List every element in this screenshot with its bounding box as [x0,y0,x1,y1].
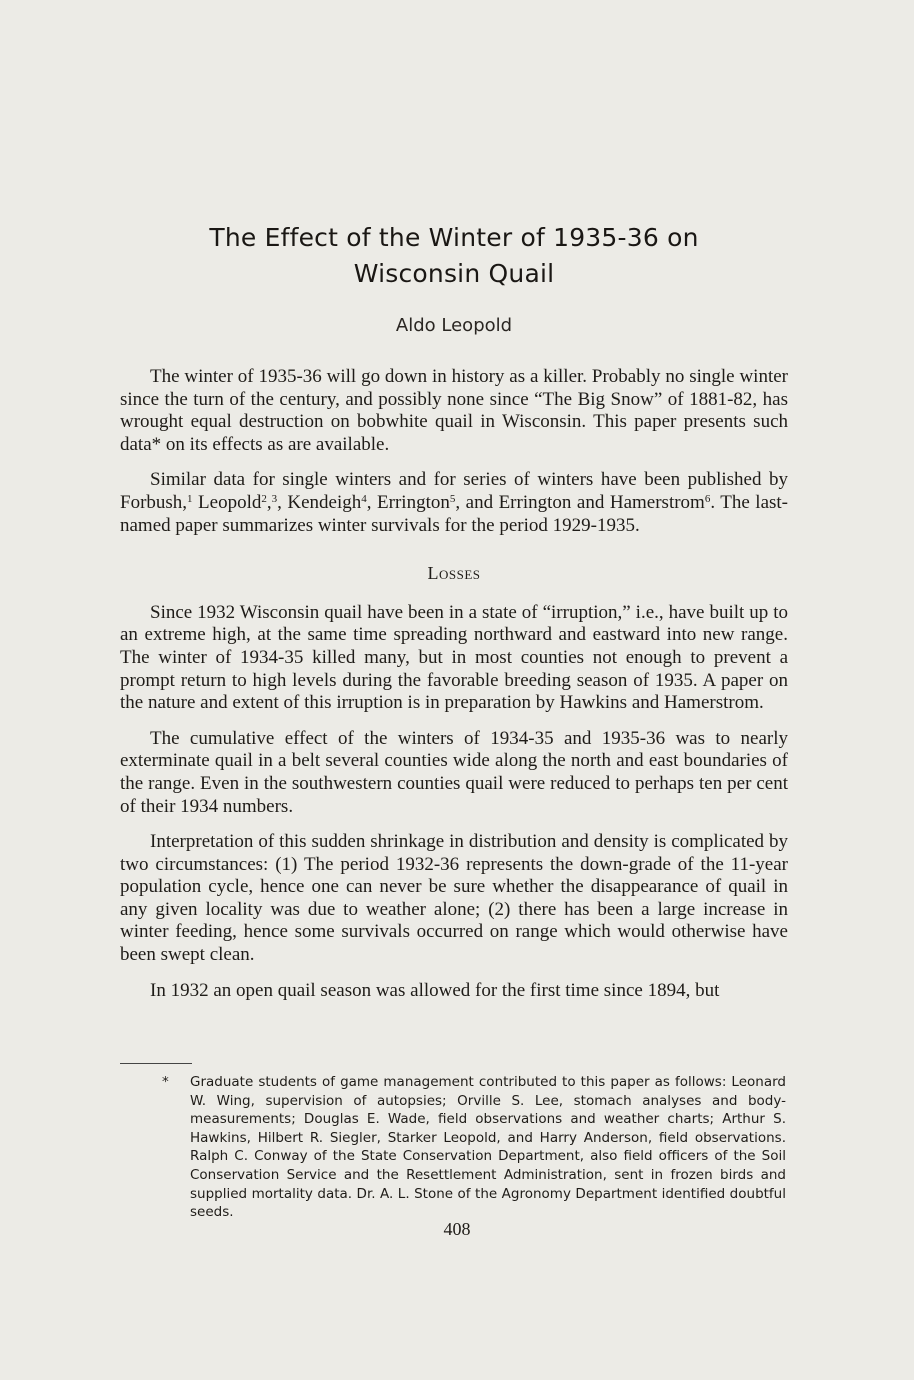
footnote [162,1073,786,1222]
p2-text-d: , Kendeigh [277,491,362,513]
footnote-text: Graduate students of game management contributed to this paper as follows: Leonard W. Wing, supervision of autopsies; Orville S. Lee, stomach analyses and body-measurements; Douglas E. Wade, field observations and weather charts; Arthur S. Hawkins, Hilbert R. Siegler, Starker Leopold, and Harry Anderson, field observations. Ralph C. Conway of the State Conservation Department, also field officers of the Soil Conservation Service and the Resettlement Administration, sent in frozen birds and supplied mortality data. Dr. A. L. Stone of the Agronomy Department identified doubtful seeds. [190,1074,786,1221]
title-line-2: Wisconsin Quail [353,259,555,288]
paragraph-4: The cumulative effect of the winters of 1934-35 and 1935-36 was to nearly exterminate quail in a belt several counties wide along the north and east boundaries of the range. Even in the southwestern counties quail were reduced to perhaps ten per cent of their 1934 numbers. [120,727,788,817]
reference-6: 6 [704,492,711,505]
paragraph-5: Interpretation of this sudden shrinkage in distribution and density is complicated by two circumstances: (1) The period 1932-36 represents the down-grade of the 11-year population cycle, hence one can never be sure whether the disappearance of quail in any given locality was due to weather alone; (2) there has been a large increase in winter feeding, hence some survivals occurred on range which would otherwise have been swept clean. [120,831,788,966]
footnote-marker: * [162,1074,169,1090]
reference-4: 4 [361,492,367,505]
p2-text-b: Leopold [192,491,262,513]
reference-3: 3 [271,492,278,505]
reference-5: 5 [449,492,456,505]
p2-text-e: , Errington [366,491,450,513]
paragraph-2 [120,469,788,537]
reference-1: 1 [187,492,193,505]
p2-text-f: , and Errington and Hamerstrom [455,491,705,513]
reference-2: 2 [261,492,267,505]
paragraph-3: Since 1932 Wisconsin quail have been in a state of “irruption,” i.e., have built up to an extreme high, at the same time spreading northward and eastward into new range. The winter of 1934-35 killed many, but in most counties not enough to prevent a prompt return to high levels during the favorable breeding season of 1935. A paper on the nature and extent of this irruption is in preparation by Hawkins and Hamerstrom. [120,601,788,714]
paragraph-1: The winter of 1935-36 will go down in history as a killer. Probably no single winter since the turn of the century, and possibly none since “The Big Snow” of 1881-82, has wrought equal destruction on bobwhite quail in Wisconsin. This paper presents such data* on its effects as are available. [120,366,788,455]
page-number: 408 [443,1219,471,1239]
author-name: Aldo Leopold [395,315,513,336]
title-line-1: The Effect of the Winter of 1935-36 on [209,223,699,252]
section-heading-losses: Losses [427,563,481,584]
article-body [120,366,788,1015]
paragraph-6: In 1932 an open quail season was allowed for the first time since 1894, but [150,979,720,1001]
p2-text-g: . The last-named paper summarizes winter survivals for the period 1929-1935. [120,491,789,536]
p2-text-c: , [266,491,272,513]
p2-text-a: Similar data for single winters and for series of winters have been published by Forbush, [120,469,788,513]
footnote-divider [120,1063,192,1064]
article-title [120,220,788,292]
